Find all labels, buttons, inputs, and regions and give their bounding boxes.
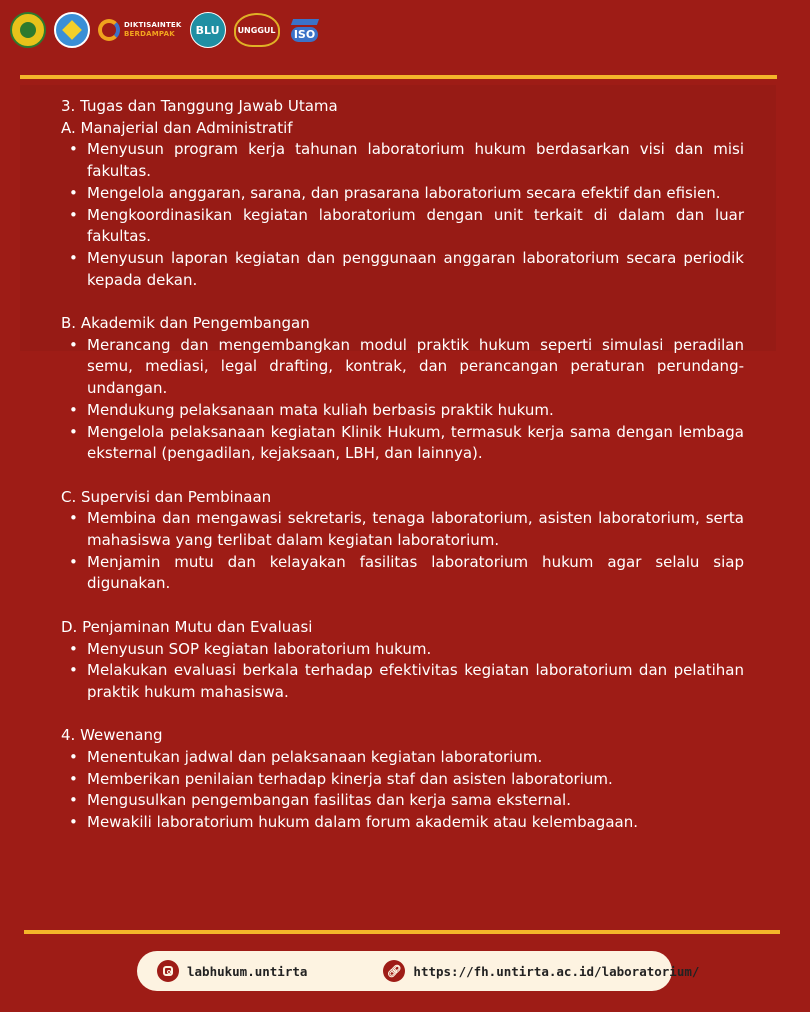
iso-logo [288,11,322,49]
document-body [61,96,744,834]
subsection-a-list [61,139,744,291]
list-item: • Melakukan evaluasi berkala terhadap efektivitas kegiatan laboratorium dan pelatihan praktik hukum mahasiswa. [61,660,744,703]
subsection-d-list [61,639,744,704]
link-icon: 🔗︎ [383,960,405,982]
diktisaintek-swirl-icon [98,19,120,41]
instagram-link[interactable] [157,960,307,982]
website-link[interactable] [383,960,699,982]
website-url[interactable]: https://fh.untirta.ac.id/laboratorium/ [413,963,700,979]
diktisaintek-logo [98,19,182,41]
list-item: • Menjamin mutu dan kelayakan fasilitas laboratorium hukum agar selalu siap digunakan. [61,552,744,595]
list-item: • Merancang dan mengembangkan modul praktik hukum seperti simulasi peradilan semu, mediasi, legal drafting, kontrak, dan perancangan peraturan perundang-undangan. [61,335,744,400]
header-logos [10,10,322,50]
blu-logo-label: BLU [195,23,220,37]
list-item: • Mengkoordinasikan kegiatan laboratorium dengan unit terkait di dalam dan luar fakultas. [61,205,744,248]
diktisaintek-line2: BERDAMPAK [124,30,175,38]
list-item: • Mewakili laboratorium hukum dalam forum akademik atau kelembagaan. [61,812,744,834]
subsection-d-title: D. Penjaminan Mutu dan Evaluasi [61,617,313,636]
university-seal-icon [10,12,46,48]
list-item: • Mengelola pelaksanaan kegiatan Klinik Hukum, termasuk kerja sama dengan lembaga eksternal (pengadilan, kejaksaan, LBH, dan lainnya). [61,422,744,465]
instagram-icon [157,960,179,982]
graduation-cap-icon [290,19,318,25]
diktisaintek-line1: DIKTISAINTEK [124,21,182,29]
list-item: • Menentukan jadwal dan pelaksanaan kegiatan laboratorium. [61,747,744,769]
list-item: • Mendukung pelaksanaan mata kuliah berbasis praktik hukum. [61,400,744,422]
subsection-a-title: A. Manajerial dan Administratif [61,118,293,137]
subsection-c-title: C. Supervisi dan Pembinaan [61,487,272,506]
list-item: • Memberikan penilaian terhadap kinerja staf dan asisten laboratorium. [61,769,744,791]
subsection-c-list [61,508,744,595]
footer-contact-bar [137,951,700,991]
section-3-title: 3. Tugas dan Tanggung Jawab Utama [61,97,338,115]
top-divider [20,75,777,79]
list-item: • Menyusun laporan kegiatan dan penggunaan anggaran laboratorium secara periodik kepada dekan. [61,248,744,291]
list-item: • Mengusulkan pengembangan fasilitas dan kerja sama eksternal. [61,790,744,812]
subsection-b-list [61,335,744,465]
section-4-list [61,747,744,834]
iso-logo-label: ISO [291,27,318,42]
section-4-title: 4. Wewenang [61,726,163,745]
subsection-b-title: B. Akademik dan Pengembangan [61,314,310,333]
unggul-logo [234,13,280,47]
list-item: • Menyusun SOP kegiatan laboratorium hukum. [61,639,744,661]
list-item: • Menyusun program kerja tahunan laboratorium hukum berdasarkan visi dan misi fakultas. [61,139,744,182]
list-item: • Membina dan mengawasi sekretaris, tenaga laboratorium, asisten laboratorium, serta mahasiswa yang terlibat dalam kegiatan laboratorium. [61,508,744,551]
unggul-logo-label: UNGGUL [237,25,276,35]
instagram-handle[interactable]: labhukum.untirta [187,963,308,979]
ministry-logo-icon [54,12,90,48]
blu-logo [190,12,226,48]
list-item: • Mengelola anggaran, sarana, dan prasarana laboratorium secara efektif dan efisien. [61,183,744,205]
bottom-divider [24,930,780,934]
